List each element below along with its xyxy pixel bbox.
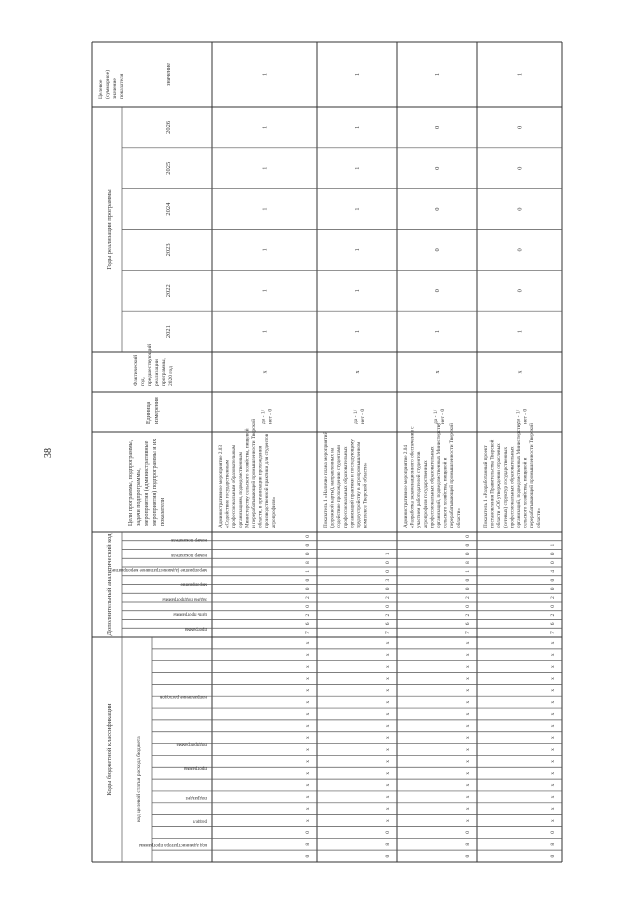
- row-0-analytic-1: 6: [305, 622, 311, 626]
- csr-group-header: код целевой статьи расхода бюджета: [136, 736, 142, 822]
- row-0-code-9: x: [305, 748, 311, 751]
- row-0-code-0: 0: [305, 854, 311, 858]
- table-texts: [98, 63, 556, 858]
- row-2-analytic-1: 6: [465, 622, 471, 626]
- row-1-code-17: x: [385, 653, 391, 657]
- row-3-code-9: x: [550, 748, 556, 751]
- row-3-code-6: x: [550, 783, 556, 787]
- row-0-code-4: x: [305, 807, 311, 811]
- row-1-unit: да - 1/нет - 0: [353, 408, 366, 424]
- row-1-code-3: x: [385, 819, 391, 822]
- row-2-code-13: x: [465, 700, 471, 704]
- row-1-year-2022: 1: [354, 289, 361, 293]
- row-3-year-2023: 0: [516, 248, 524, 252]
- row-0-code-6: x: [305, 783, 311, 787]
- table-rotated-group: [92, 42, 562, 862]
- row-2-year-2023: 0: [434, 248, 441, 252]
- row-2-year-2021: 1: [434, 329, 441, 334]
- row-0-analytic-2: 2: [305, 613, 311, 617]
- row-0-year-2024: 1: [261, 207, 269, 211]
- row-0-code-15: x: [305, 677, 311, 680]
- row-1-code-13: x: [385, 700, 391, 704]
- row-3-analytic-0: 7: [550, 631, 556, 634]
- year-header-2022: 2022: [165, 284, 172, 298]
- row-3-code-14: x: [550, 688, 556, 692]
- row-2-year-2026: 0: [434, 125, 441, 130]
- row-3-analytic-2: 2: [550, 613, 556, 617]
- row-2-target: 1: [434, 72, 441, 77]
- row-1-code-7: x: [385, 771, 391, 775]
- row-1-analytic-8: 0: [385, 561, 391, 564]
- row-3-analytic-5: 0: [550, 587, 556, 591]
- row-3-code-7: x: [550, 771, 556, 775]
- row-2-code-16: x: [465, 665, 471, 668]
- analytic-subheader-4: мероприятие (административное мероприятие): [110, 566, 207, 572]
- row-0-year-2025: 1: [261, 166, 269, 170]
- row-0-code-8: x: [305, 759, 311, 763]
- years-group-header: Годы реализации программы: [106, 189, 113, 270]
- row-1-year-2026: 1: [354, 125, 361, 130]
- row-1-code-6: x: [385, 783, 391, 787]
- row-1-code-8: x: [385, 759, 391, 763]
- row-1-code-14: x: [385, 688, 391, 692]
- row-1-year-2023: 1: [354, 248, 361, 252]
- actual-header: Фактическийгод,предшествующийреализациипрограммы,2020 год: [133, 344, 174, 386]
- row-0-analytic-4: 2: [305, 596, 311, 599]
- row-1-analytic-1: 6: [385, 622, 391, 626]
- year-header-2025: 2025: [165, 161, 172, 175]
- row-0-code-1: 8: [305, 842, 311, 846]
- row-3-code-16: x: [550, 665, 556, 668]
- row-2-unit: да - 1/нет - 0: [433, 408, 446, 424]
- row-0-actual: х: [262, 370, 269, 374]
- row-3-code-11: x: [550, 724, 556, 728]
- analytic-subheader-5: номер показателя: [171, 551, 207, 557]
- row-3-code-2: 0: [550, 831, 556, 834]
- row-3-code-4: x: [550, 807, 556, 811]
- code-subheader-3: программа: [184, 765, 207, 771]
- row-1-code-5: x: [385, 795, 391, 799]
- row-1-code-1: 8: [385, 842, 391, 846]
- row-3-code-8: x: [550, 759, 556, 763]
- row-0-code-11: x: [305, 724, 311, 728]
- row-3-year-2024: 0: [516, 207, 524, 211]
- row-1-target: 1: [354, 72, 361, 77]
- row-2-analytic-3: 0: [465, 605, 471, 608]
- row-2-analytic-10: 0: [465, 543, 471, 547]
- row-2-code-9: x: [465, 748, 471, 751]
- row-0-analytic-6: 0: [305, 578, 311, 582]
- row-0-year-2021: 1: [261, 329, 269, 334]
- row-0-code-18: x: [305, 641, 311, 645]
- row-0-year-2022: 1: [261, 289, 269, 293]
- row-0-analytic-3: 0: [305, 605, 311, 608]
- row-3-year-2022: 0: [516, 289, 524, 293]
- row-2-analytic-6: 0: [465, 578, 471, 582]
- analytic-subheader-0: программа: [184, 626, 207, 632]
- row-2-code-11: x: [465, 724, 471, 728]
- row-3-code-0: 0: [550, 854, 556, 858]
- row-2-code-14: x: [465, 688, 471, 692]
- row-0-code-10: x: [305, 736, 311, 740]
- year-header-2021: 2021: [165, 325, 172, 339]
- name-header: Цели программы, подпрограммы, задачи подпрограммы, мероприятия (административные мероприятия) подпрограммы и их показатели: [128, 438, 166, 526]
- row-2-code-15: x: [465, 677, 471, 680]
- row-3-analytic-10: 1: [550, 543, 556, 547]
- row-2-name: Административное мероприятие 2.04«Разработка экзаменационного обеспечения сучастием работодателей студентовагропрофиля государственныхпрофессиональных образовательныхорганизаций, подведомственных Министерствусельского хозяйства, пищевой иперерабатывающей промышленности Тверскойобласти»: [403, 422, 462, 528]
- row-3-name: Показатель 1 «Разработанный проектпостановления Правительства Тверскойобласти «Об утверждении отраслевых(сетевых) структур государственныхпрофессиональных образовательныхорганизаций, подведомственных Министерствусельского хозяйства, пищевой иперерабатывающей промышленности Тверскойобласти»: [483, 422, 542, 528]
- row-0-code-16: x: [305, 665, 311, 668]
- row-3-analytic-6: 0: [550, 578, 556, 582]
- row-1-code-2: 0: [385, 831, 391, 834]
- row-1-analytic-2: 2: [385, 613, 391, 617]
- code-subheader-1: раздел: [193, 818, 207, 824]
- year-header-2026: 2026: [165, 120, 172, 134]
- row-2-code-18: x: [465, 641, 471, 645]
- row-0-code-2: 0: [305, 831, 311, 834]
- row-1-code-11: x: [385, 724, 391, 728]
- row-1-year-2025: 1: [354, 166, 361, 170]
- row-1-code-10: x: [385, 736, 391, 740]
- row-2-analytic-11: 0: [465, 535, 471, 538]
- year-header-2023: 2023: [165, 243, 172, 257]
- analytic-subheader-6: номер показателя: [171, 537, 207, 542]
- row-0-code-12: x: [305, 712, 311, 716]
- row-2-analytic-2: 2: [465, 613, 471, 617]
- row-1-name: Показатель 1 «Наличие плана мероприятий(дорожной карты), направленных насодействие прохождению студентамипрофессиональных образовательныхорганизаций практики и последующемутрудоустройству в агропромышленномкомплексе Тверской области»: [323, 431, 369, 528]
- row-1-code-0: 0: [385, 854, 391, 858]
- row-3-year-2025: 0: [516, 166, 524, 170]
- row-2-analytic-7: 1: [465, 570, 471, 573]
- row-2-code-2: 0: [465, 831, 471, 834]
- row-0-year-2026: 1: [261, 125, 269, 130]
- row-0-code-3: x: [305, 819, 311, 822]
- row-1-actual: х: [355, 370, 361, 374]
- row-2-code-6: x: [465, 783, 471, 787]
- row-3-actual: х: [517, 370, 524, 374]
- row-1-analytic-9: 1: [385, 552, 391, 556]
- row-2-year-2024: 0: [434, 207, 441, 211]
- row-2-actual: х: [435, 370, 441, 374]
- row-3-analytic-9: 0: [550, 552, 556, 556]
- row-3-code-17: x: [550, 653, 556, 657]
- row-2-code-12: x: [465, 712, 471, 716]
- row-1-year-2024: 1: [354, 207, 361, 211]
- row-1-analytic-7: 0: [385, 570, 391, 573]
- row-1-code-12: x: [385, 712, 391, 716]
- row-0-analytic-0: 7: [305, 631, 311, 634]
- row-3-year-2026: 0: [516, 125, 524, 130]
- row-0-year-2023: 1: [261, 248, 269, 252]
- row-2-code-0: 0: [465, 854, 471, 858]
- row-3-code-10: x: [550, 736, 556, 740]
- row-2-code-8: x: [465, 759, 471, 763]
- row-0-analytic-5: 0: [305, 587, 311, 591]
- unit-header: Единица измерения: [146, 397, 160, 424]
- row-2-year-2025: 0: [434, 166, 441, 170]
- code-subheader-5: направление расходов: [160, 694, 207, 700]
- target-subheader: значение: [166, 63, 172, 86]
- row-3-unit: да - 1/нет - 0: [515, 408, 529, 424]
- row-3-code-15: x: [550, 677, 556, 680]
- code-subheader-4: подпрограмма: [176, 741, 207, 747]
- row-2-code-4: x: [465, 807, 471, 811]
- row-0-code-13: x: [305, 700, 311, 704]
- row-2-analytic-4: 2: [465, 596, 471, 599]
- row-0-analytic-7: 1: [305, 570, 311, 573]
- row-3-code-18: x: [550, 641, 556, 645]
- analytic-subheader-1: цель программы: [173, 611, 207, 617]
- row-3-analytic-4: 2: [550, 596, 556, 599]
- row-1-analytic-0: 7: [385, 631, 391, 634]
- row-3-analytic-1: 6: [550, 622, 556, 626]
- row-0-analytic-9: 0: [305, 552, 311, 556]
- row-3-code-12: x: [550, 712, 556, 716]
- row-1-code-18: x: [385, 641, 391, 645]
- row-1-analytic-5: 0: [385, 587, 391, 591]
- row-0-code-14: x: [305, 688, 311, 692]
- row-3-code-1: 8: [550, 842, 556, 846]
- row-0-code-7: x: [305, 771, 311, 775]
- row-1-year-2021: 1: [354, 329, 361, 334]
- row-2-analytic-8: 8: [465, 561, 471, 564]
- row-3-analytic-3: 0: [550, 605, 556, 608]
- row-2-code-3: x: [465, 819, 471, 822]
- row-3-analytic-7: 4: [550, 570, 556, 573]
- row-0-unit: да - 1/нет - 0: [260, 408, 274, 424]
- analytic-group-header: Дополнительный аналитический код: [106, 533, 113, 636]
- row-1-analytic-6: 3: [385, 578, 391, 582]
- row-3-code-13: x: [550, 700, 556, 704]
- row-1-analytic-3: 0: [385, 605, 391, 608]
- row-0-analytic-8: 8: [305, 561, 311, 564]
- row-1-code-16: x: [385, 665, 391, 668]
- row-0-target: 1: [261, 72, 269, 77]
- row-2-code-10: x: [465, 736, 471, 740]
- code-subheader-2: подраздел: [185, 794, 207, 800]
- row-1-code-15: x: [385, 677, 391, 680]
- row-1-code-4: x: [385, 807, 391, 811]
- row-1-code-9: x: [385, 748, 391, 751]
- row-1-analytic-4: 2: [385, 596, 391, 599]
- codes-group-header: Коды бюджетной классификации: [106, 703, 113, 796]
- page-number: 38: [43, 448, 54, 458]
- row-2-code-7: x: [465, 771, 471, 775]
- row-2-code-1: 8: [465, 842, 471, 846]
- row-0-code-5: x: [305, 795, 311, 799]
- row-3-code-5: x: [550, 795, 556, 799]
- row-3-year-2021: 1: [516, 329, 524, 334]
- target-header: Целевое(суммарное)значениепоказателя: [98, 69, 125, 99]
- row-2-analytic-5: 0: [465, 587, 471, 591]
- row-2-year-2022: 0: [434, 289, 441, 293]
- row-2-analytic-0: 7: [465, 631, 471, 634]
- year-header-2024: 2024: [165, 202, 172, 216]
- code-subheader-0: код администратора программы: [138, 842, 207, 848]
- row-0-analytic-11: 0: [305, 535, 311, 538]
- row-0-analytic-10: 0: [305, 543, 311, 547]
- row-3-code-3: x: [550, 819, 556, 822]
- row-2-analytic-9: 0: [465, 552, 471, 556]
- row-0-code-17: x: [305, 653, 311, 657]
- row-3-target: 1: [516, 72, 524, 77]
- analytic-subheader-2: задача подпрограммы: [162, 596, 207, 602]
- row-2-code-17: x: [465, 653, 471, 657]
- row-2-code-5: x: [465, 795, 471, 799]
- analytic-subheader-3: мероприятие: [180, 581, 207, 587]
- row-3-analytic-8: 0: [550, 561, 556, 564]
- row-0-name: Административное мероприятие 2.03«Содействие государственнымпрофессиональным образовательныморганизациям, подведомственнымМинистерству сельского хозяйства, пищевойи перерабатывающей промышленности Тверскойобласти, в организации прохожденияпроизводственной практики для студентовагропрофиля»: [218, 418, 277, 528]
